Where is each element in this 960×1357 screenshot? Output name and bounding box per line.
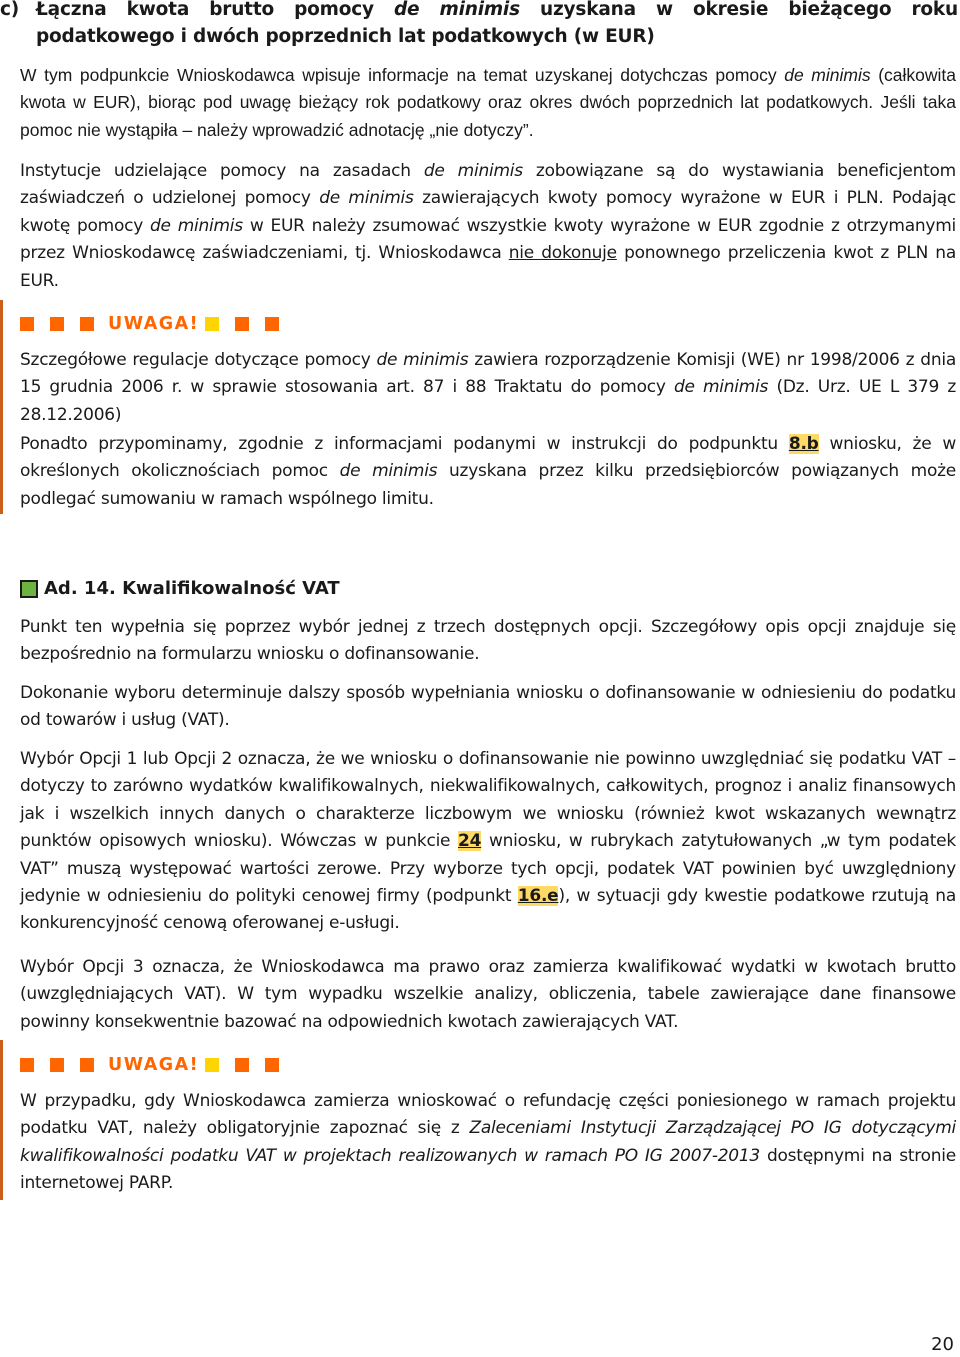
text: Wybór Opcji 1 lub Opcji 2 oznacza, że we wniosku o dofinansowanie nie powinno uwzględniać się podatku VAT – dotyczy to zarówno wydatków kwalifikowalnych, niekwalifikowalnych, całkowitych, prognoz i analiz finansowych jak i wszelkich innych danych o charakterze liczbowym we wniosku (również kwot wskazanych wewnątrz punktów opisowych wniosku). Wówczas w punkcie (20, 749, 956, 852)
section-c-heading (0, 0, 959, 50)
warning-side-bar (0, 1040, 3, 1200)
orange-square-icon (50, 1058, 64, 1072)
emphasis: de minimis (376, 350, 469, 370)
wybor-opcji-1-2-paragraph (20, 746, 956, 938)
text: W przypadku, gdy Wnioskodawca zamierza wnioskować o refundację części poniesionego w ramach projektu podatku VAT, należy obligatoryjnie zapoznać się z (20, 1091, 956, 1139)
heading-text: Łączna kwota brutto pomocy (36, 0, 394, 20)
warning-header (20, 312, 279, 336)
yellow-square-icon (205, 1058, 219, 1072)
text: zobowiązane są do wystawiania beneficjentom zaświadczeń o udzielonej pomocy (20, 161, 956, 209)
text: W tym podpunkcie Wnioskodawca wpisuje informacje na temat uzyskanej dotychczas pomocy (20, 65, 785, 85)
section-c-prefix: c) (0, 0, 20, 20)
orange-square-icon (235, 317, 249, 331)
heading-em: de minimis (394, 0, 520, 20)
text: (całkowita kwota w EUR), biorąc pod uwagę bieżący rok podatkowy oraz okres dwóch poprzednich lat podatkowych. Jeśli taka pomoc nie wystąpiła – należy wprowadzić adnotację „nie dotyczy”. (20, 65, 956, 140)
text: Szczegółowe regulacje dotyczące pomocy (20, 350, 377, 370)
cross-reference: 16.e (517, 886, 559, 907)
emphasis: de minimis (339, 461, 438, 482)
orange-square-icon (20, 317, 34, 331)
dokonanie-paragraph: Dokonanie wyboru determinuje dalszy sposób wypełniania wniosku o dofinansowanie w odniesieniu do podatku od towarów i usług (VAT). (20, 683, 956, 731)
orange-square-icon (50, 317, 64, 331)
szczegolowe-paragraph (20, 347, 956, 429)
text: w EUR należy zsumować wszystkie kwoty wyrażone w EUR zgodnie z otrzymanymi przez Wnioskodawcę zaświadczeniami, tj. Wnioskodawca (20, 215, 956, 264)
text: dostępnymi na stronie internetowej PARP. (20, 1145, 956, 1194)
ad14-title: Kwalifikowalność VAT (122, 578, 340, 599)
text: wniosku, że w określonych okolicznościach pomoc (20, 434, 956, 482)
punkt-paragraph: Punkt ten wypełnia się poprzez wybór jednej z trzech dostępnych opcji. Szczegółowy opis opcji znajduje się bezpośrednio na formularzu wniosku o dofinansowanie. (20, 617, 956, 665)
green-square-icon (20, 580, 38, 598)
text: ), w sytuacji gdy kwestie podatkowe rzutują na konkurencyjność cenową oferowanej e-usługi. (20, 886, 956, 934)
text: Ponadto przypominamy, zgodnie z informacjami podanymi w instrukcji do podpunktu (20, 434, 789, 454)
page-number: 20 (931, 1334, 954, 1355)
orange-square-icon (265, 1058, 279, 1072)
yellow-square-icon (205, 317, 219, 331)
cross-reference: 24 (458, 831, 482, 852)
orange-square-icon (80, 317, 94, 331)
underlined: nie dokonuje (508, 243, 617, 264)
text: ponownego przeliczenia kwot z PLN na EUR. (20, 243, 956, 291)
emphasis: de minimis (673, 377, 769, 398)
section-c-heading-line2: podatkowego i dwóch poprzednich lat podatkowych (w EUR) (36, 26, 655, 47)
instytucje-paragraph (20, 158, 956, 295)
section-c-heading-line1 (20, 0, 958, 23)
wybor-opcji-3-paragraph: Wybór Opcji 3 oznacza, że Wnioskodawca ma prawo oraz zamierza kwalifikować wydatki w kwotach brutto (uwzględniających VAT). W tym wypadku wszelkie analizy, obliczenia, tabele zawierające dane finansowe powinny konsekwentnie bazować na odpowiednich kwotach zawierających VAT. (20, 957, 956, 1032)
emphasis: de minimis (423, 161, 523, 181)
orange-square-icon (80, 1058, 94, 1072)
intro-paragraph (20, 62, 956, 144)
orange-square-icon (265, 317, 279, 331)
refundacja-vat-paragraph (20, 1088, 956, 1198)
warning-label: UWAGA! (108, 314, 200, 334)
orange-square-icon (235, 1058, 249, 1072)
emphasis: de minimis (319, 188, 414, 209)
text: zawierających kwoty pomocy wyrażone w EUR i PLN. Podając kwotę pomocy (20, 188, 956, 236)
warning-label: UWAGA! (108, 1055, 200, 1075)
heading-text: uzyskana w okresie bieżącego roku (519, 0, 959, 20)
warning-header (20, 1053, 279, 1077)
text: zawiera rozporządzenie Komisji (WE) nr 1998/2006 z dnia 15 grudnia 2006 r. w sprawie stosowania art. 87 i 88 Traktatu do pomocy (20, 350, 956, 398)
text: wniosku, w rubrykach zatytułowanych „w tym podatek VAT” muszą występować wartości zerowe. Przy wyborze tych opcji, podatek VAT powinien być uwzględniony jedynie w odniesieniu do polityki cenowej firmy (podpunkt (20, 831, 956, 907)
text: (Dz. Urz. UE L 379 z 28.12.2006) (20, 377, 956, 425)
emphasis: de minimis (150, 215, 243, 236)
text: Instytucje udzielające pomocy na zasadach (20, 161, 424, 181)
emphasis: de minimis (784, 65, 871, 85)
emphasis: Zaleceniami Instytucji Zarządzającej PO IG dotyczącymi kwalifikowalności podatku VAT w projektach realizowanych w ramach PO IG 2007-2013 (20, 1118, 956, 1166)
orange-square-icon (20, 1058, 34, 1072)
cross-reference: 8.b (788, 434, 819, 454)
text: uzyskana przez kilku przedsiębiorców powiązanych może podlegać sumowaniu w ramach wspólnego limitu. (20, 461, 957, 509)
ponadto-paragraph (20, 431, 956, 513)
warning-side-bar (0, 300, 3, 514)
ad14-number: Ad. 14. (44, 578, 116, 599)
ad14-heading (20, 578, 340, 599)
